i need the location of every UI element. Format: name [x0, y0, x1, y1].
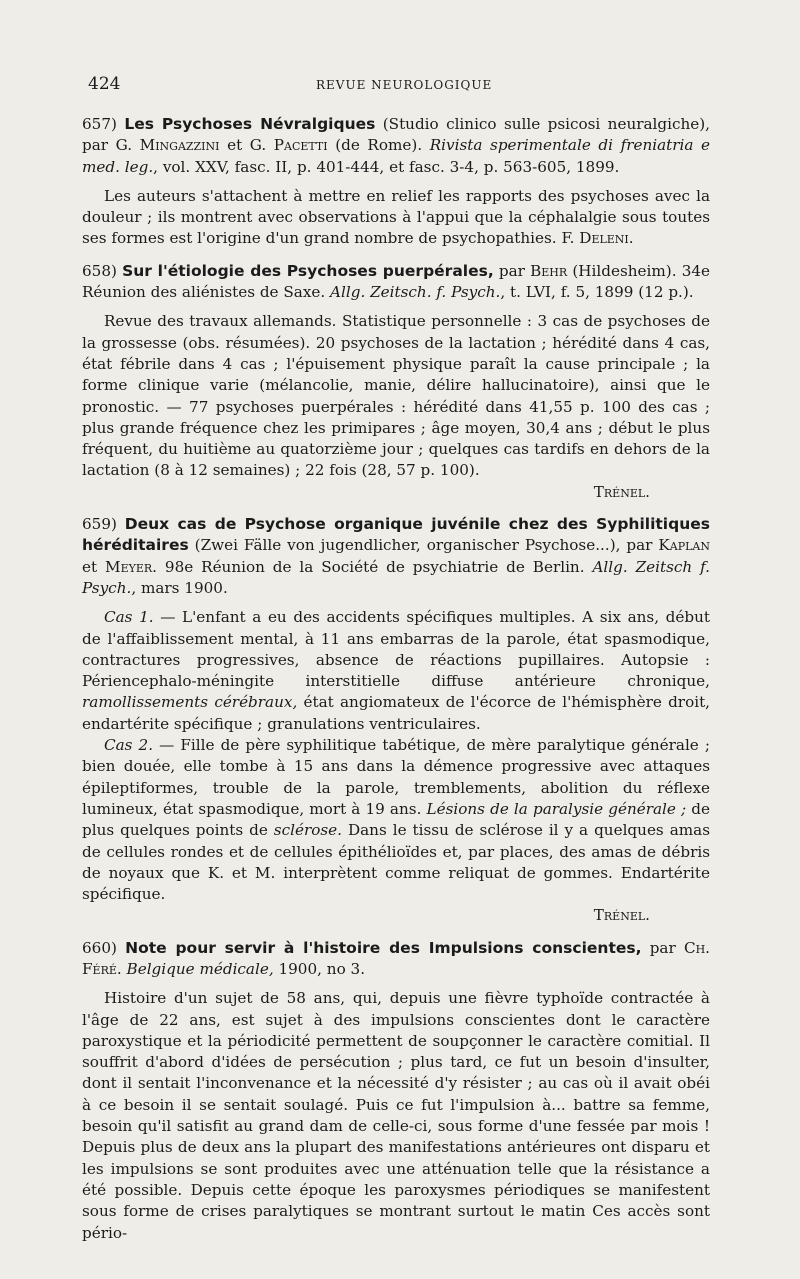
case-label: Cas 1.: [104, 608, 154, 627]
case-1: [82, 607, 710, 735]
author-name: Mingazzini: [139, 136, 220, 155]
case-label: Cas 2.: [104, 736, 154, 755]
entry-heading: [82, 938, 710, 981]
entry-title: Note pour servir à l'histoire des Impulsions conscientes,: [125, 938, 642, 957]
entry-ref-post: .: [116, 959, 127, 978]
entry-ref-mid: et: [82, 557, 106, 576]
author-name: Meyer: [105, 557, 153, 576]
entry-ref-mid: et G.: [219, 136, 274, 155]
signature: Trénel.: [593, 906, 650, 925]
signature: Trénel.: [593, 482, 650, 501]
case-italic: ramollissements cérébraux,: [82, 693, 298, 712]
entry-title: Sur l'étiologie des Psychoses puerpérales,: [122, 261, 494, 280]
entry-658: [82, 261, 710, 503]
entry-body: [82, 988, 710, 1244]
case-italic: sclérose.: [273, 821, 342, 840]
entry-ref-post: (de Rome).: [327, 136, 430, 155]
journal-name: Rivista sperimentale di freniatria e med. leg.: [82, 136, 710, 176]
entry-ref-pre: par G.: [82, 136, 140, 155]
entry-ref-pre: par: [641, 938, 684, 957]
author-name: Pacetti: [273, 136, 328, 155]
author-name: Ch. Féré: [82, 938, 710, 978]
entry-ref-pre: par: [493, 261, 531, 280]
entry-body: [82, 311, 710, 481]
entry-title: Deux cas de Psychose organique juvénile chez des Syphilitiques héréditaires: [82, 515, 710, 555]
entry-heading: [82, 114, 710, 178]
entry-ref-post: (Hildesheim). 34e Réunion des aliénistes de Saxe.: [82, 261, 711, 302]
entry-number: 659): [82, 515, 117, 534]
entry-body-text: Revue des travaux allemands. Statistique personnelle : 3 cas de psychoses de la grossesse (obs. résumées). 20 psychoses de la lactation ; hérédité dans 4 cas, état fébrile dans 4 cas ; l'épuisement physique paraît la cause principale ; la forme clinique varie (mélancolie, manie, délire hallucinatoire), ainsi que le pronostic. — 77 psychoses puerpérales : hérédité dans 41,55 p. 100 des cas ; plus grande fréquence chez les primipares ; âge moyen, 30,4 ans ; début le plus fréquent, du huitième au quatorzième jour ; quelques cas tardifs en dehors de la lactation (8 à 12 semaines) ; 22 fois (28, 57 p. 100).: [82, 312, 710, 480]
entry-subtitle: (Studio clinico sulle psicosi neuralgiche),: [382, 115, 710, 133]
case-text: état angiomateux de l'écorce de l'hémisphère droit, endartérite spécifique ; granulations ventriculaires.: [82, 693, 710, 733]
entry-body: [82, 186, 710, 250]
entry-660: [82, 938, 710, 1244]
entry-number: 660): [82, 938, 117, 957]
case-text: — Fille de père syphilitique tabétique, de mère paralytique générale ; bien douée, elle tombe à 15 ans dans la démence progressive avec attaques épileptiformes, trouble de la parole, tremblements, abolition du réflexe lumineux, état spasmodique, mort à 19 ans.: [82, 736, 710, 818]
signature: F. Deleni.: [561, 229, 634, 248]
entry-heading: [82, 514, 710, 599]
entry-ref-tail: , mars 1900.: [131, 578, 228, 597]
entry-body-text: Les auteurs s'attachent à mettre en relief les rapports des psychoses avec la douleur ; ils montrent avec observations à l'appui que la céphalalgie sous toutes ses formes est l'origine d'un grand nombre de psychopathies.: [82, 186, 710, 248]
case-text: Dans le tissu de sclérose il y a quelques amas de cellules rondes et de cellules épithélioïdes et, par places, des amas de débris de noyaux que K. et M. interprètent comme reliquat de gommes. Endartérite spécifique.: [82, 821, 710, 904]
journal-name: Allg. Zeitsch f. Psych.: [82, 557, 710, 597]
entry-title: Les Psychoses Névralgiques: [124, 115, 376, 133]
entry-657: [82, 114, 710, 250]
entry-ref-tail: , vol. XXV, fasc. II, p. 401-444, et fasc. 3-4, p. 563-605, 1899.: [153, 157, 620, 176]
entry-659: [82, 514, 710, 927]
entry-number: 657): [82, 115, 117, 133]
entry-ref-post: . 98e Réunion de la Société de psychiatrie de Berlin.: [152, 557, 593, 576]
entry-ref-tail: 1900, no 3.: [273, 959, 366, 978]
case-2: [82, 735, 710, 905]
entry-heading: [82, 261, 710, 304]
author-name: Behr: [530, 261, 568, 280]
journal-name: Belgique médicale,: [126, 959, 274, 978]
entry-subtitle: (Zwei Fälle von jugendlicher, organischer Psychose...), par: [188, 536, 659, 555]
page-number: 424: [88, 74, 121, 94]
entry-body-text: Histoire d'un sujet de 58 ans, qui, depuis une fièvre typhoïde contractée à l'âge de 22 ans, est sujet à des impulsions conscientes dont le caractère paroxystique et la périodicité permettent de soupçonner le caractère comitial. Il souffrit d'abord d'idées de persécution ; plus tard, ce fut un besoin d'insulter, dont il sentait l'inconvenance et la nécessité d'y résister ; au cas où il avait obéi à ce besoin il se sentait soulagé. Puis ce fut l'impulsion à... battre sa femme, besoin qu'il satisfit au grand dam de celle-ci, sous forme d'une fessée par mois ! Depuis plus de deux ans la plupart des manifestations antérieures ont disparu et les impulsions se sont produites avec une atténuation telle que la résistance a été possible. Depuis cette époque les paroxysmes périodiques se manifestent sous forme de crises paralytiques se montrant surtout le matin Ces accès sont pério-: [82, 989, 710, 1242]
author-name: Kaplan: [658, 536, 710, 555]
entry-number: 658): [82, 261, 117, 280]
journal-name: Allg. Zeitsch. f. Psych.: [330, 283, 501, 302]
case-italic: Lésions de la paralysie générale ;: [426, 799, 687, 818]
entry-ref-tail: , t. LVI, f. 5, 1899 (12 p.).: [500, 283, 694, 302]
running-title: REVUE NEUROLOGIQUE: [316, 78, 493, 92]
page-content: [82, 114, 710, 1255]
case-text: de plus quelques points de: [82, 799, 710, 840]
case-text: — L'enfant a eu des accidents spécifiques multiples. A six ans, début de l'affaiblissement mental, à 11 ans embarras de la parole, état spasmodique, contractures progressives, absence de réactions pupillaires. Autopsie : Périencephalo-méningite interstitielle diffuse antérieure chronique,: [82, 608, 710, 691]
